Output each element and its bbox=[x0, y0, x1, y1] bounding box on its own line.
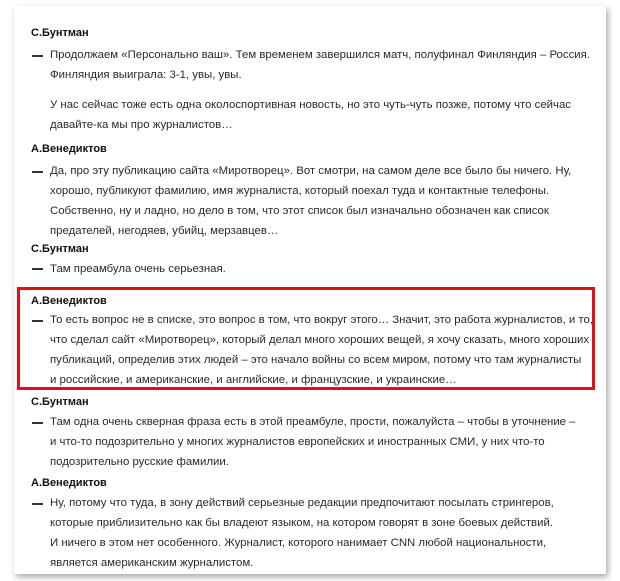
speech-line: Там одна очень скверная фраза есть в этой преамбуле, прости, пожалуйста – чтобы в уточнение – bbox=[50, 416, 576, 428]
speech-line: является американским журналистом. bbox=[50, 557, 254, 569]
speech-line: и что-то подозрительно у многих журналистов европейских и иностранных СМИ, у них что-то bbox=[50, 436, 545, 448]
speech-text bbox=[50, 412, 602, 472]
speech-line: публикаций, определив этих людей – это начало войны со всем миром, потому что там журналисты bbox=[50, 354, 582, 366]
speech-line: Продолжаем «Персонально ваш». Тем временем завершился матч, полуфинал Финляндия – Россия. bbox=[50, 49, 590, 61]
speaker-name: А.Венедиктов bbox=[31, 295, 107, 307]
speaker-name: А.Венедиктов bbox=[31, 477, 107, 489]
speech-text bbox=[50, 161, 602, 241]
speech-text bbox=[50, 310, 602, 390]
speech-line: которые приблизительно как бы владеют языком, на котором говорят в зоне боевых действий. bbox=[50, 517, 553, 529]
speech-line: И ничего в этом нет особенного. Журналист, которого нанимает CNN любой национальности, bbox=[50, 537, 547, 549]
speech-line: что сделал сайт «Миротворец», который делал много хороших вещей, я хочу сказать, много хороших bbox=[50, 334, 590, 346]
speech-line: То есть вопрос не в списке, это вопрос в том, что вокруг этого… Значит, это работа журналистов, и то, bbox=[50, 314, 593, 326]
speech-line: и российские, и американские, и английские, и французские, и украинские… bbox=[50, 374, 457, 386]
dash-icon bbox=[32, 422, 43, 424]
speaker-name: С.Бунтман bbox=[31, 27, 89, 39]
speech-line: Там преамбула очень серьезная. bbox=[50, 263, 226, 275]
speech-line: Ну, потому что туда, в зону действий серьезные редакции предпочитают посылать стрингеров, bbox=[50, 497, 554, 509]
transcript-page bbox=[14, 6, 606, 574]
speaker-name: С.Бунтман bbox=[31, 243, 89, 255]
dash-icon bbox=[32, 320, 43, 322]
speaker-name: С.Бунтман bbox=[31, 396, 89, 408]
speech-line: подозрительно русские фамилии. bbox=[50, 456, 229, 468]
dash-icon bbox=[32, 171, 43, 173]
speech-line: Финляндия выиграла: 3-1, увы, увы. bbox=[50, 69, 242, 81]
dash-icon bbox=[32, 55, 43, 57]
speaker-name: А.Венедиктов bbox=[31, 143, 107, 155]
speech-text bbox=[50, 493, 602, 573]
speech-line: хорошо, публикуют фамилию, имя журналиста, который поехал туда и контактные телефоны. bbox=[50, 185, 550, 197]
speech-line: предателей, негодяев, убийц, мерзавцев… bbox=[50, 225, 279, 237]
dash-icon bbox=[32, 503, 43, 505]
speech-text bbox=[50, 259, 602, 279]
speech-line: Собственно, ну и ладно, но дело в том, что этот список был изначально обозначен как список bbox=[50, 205, 549, 217]
speech-line: У нас сейчас тоже есть одна околоспортивная новость, но это чуть-чуть позже, потому что сейчас bbox=[50, 99, 571, 111]
speech-text bbox=[50, 45, 602, 135]
dash-icon bbox=[32, 268, 43, 270]
speech-line: давайте-ка мы про журналистов… bbox=[50, 119, 233, 131]
speech-line: Да, про эту публикацию сайта «Миротворец». Вот смотри, на самом деле все было бы ничего. Ну, bbox=[50, 165, 572, 177]
